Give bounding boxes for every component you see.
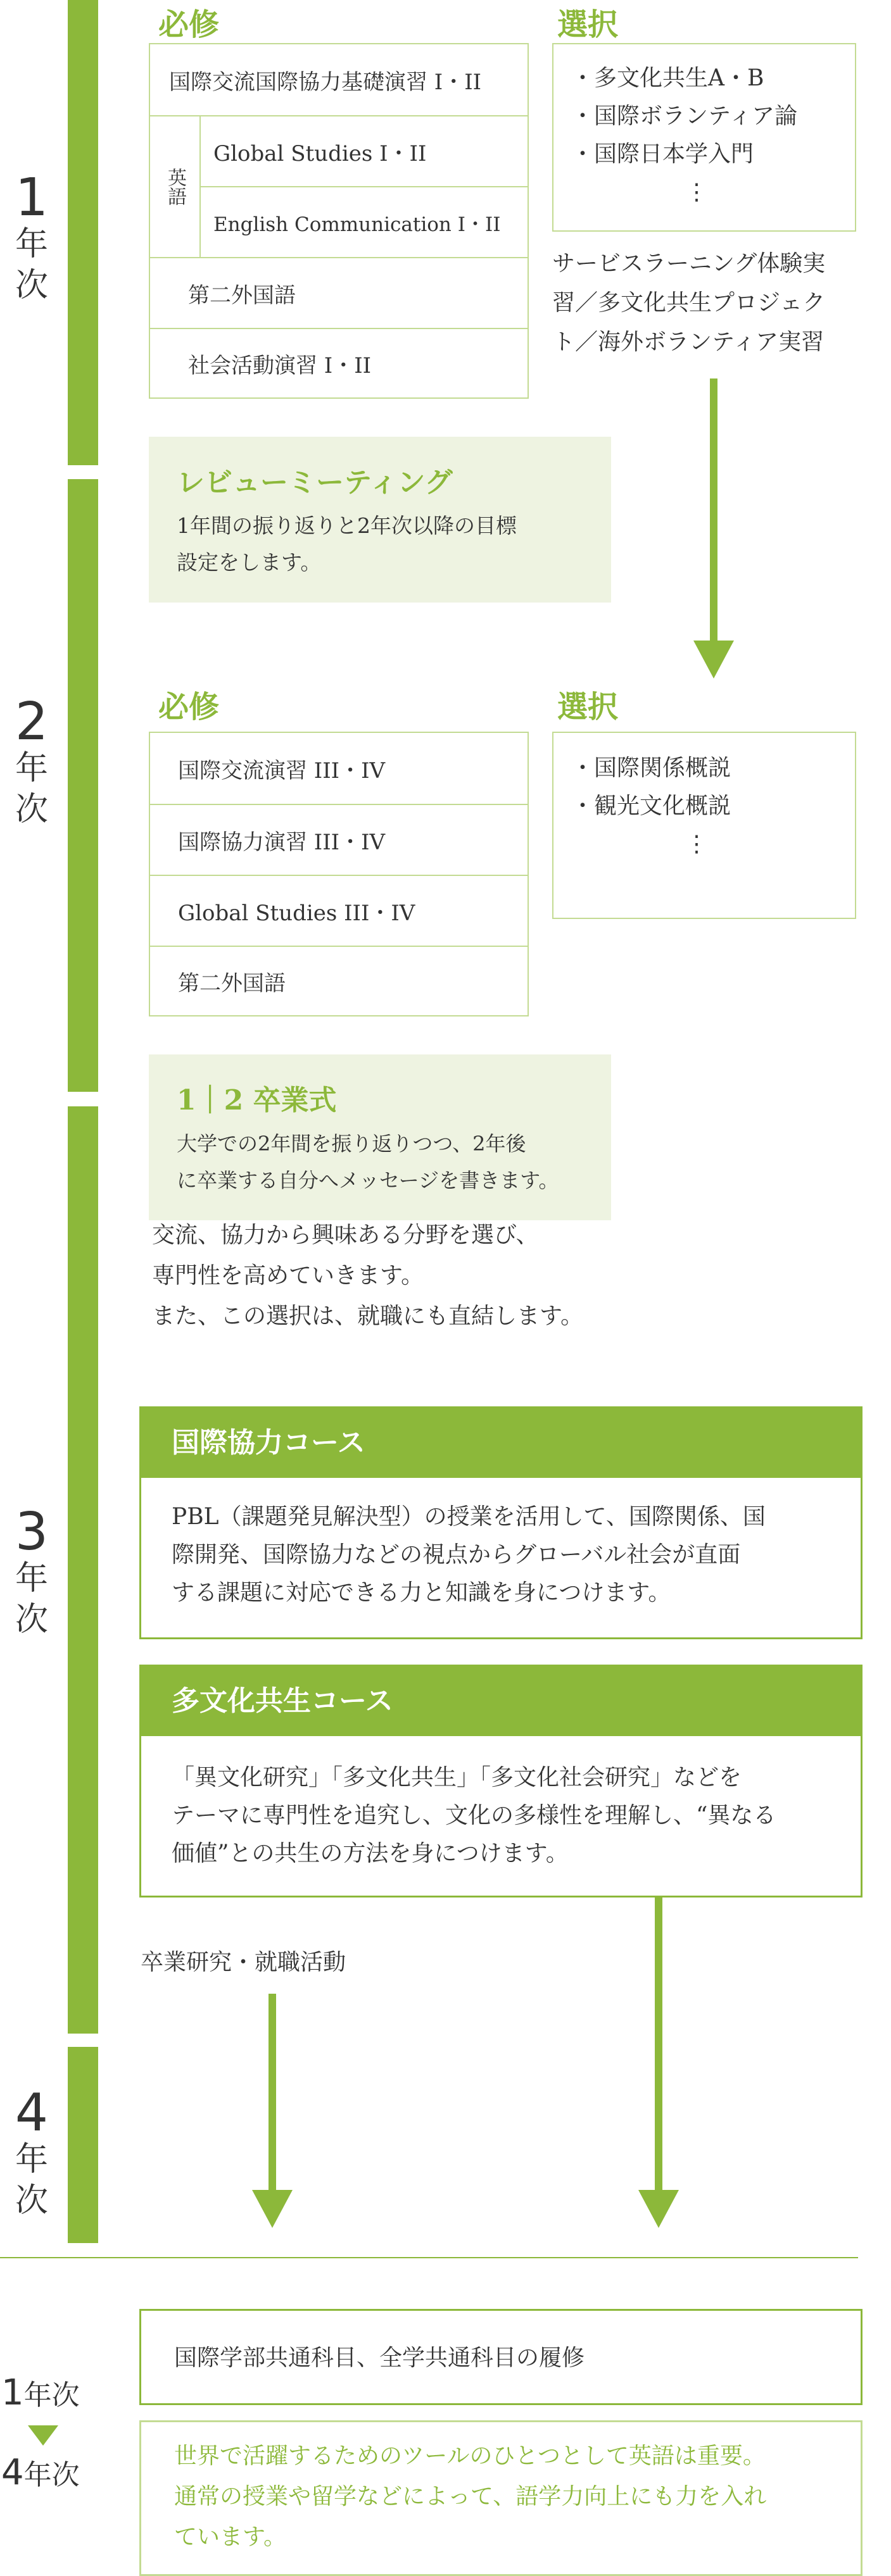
course-multicultural [139, 1665, 863, 1898]
course-body: PBL（課題発見解決型）の授業を活用して、国際関係、国 際開発、国際協力などの視点からグローバル社会が直面 する課題に対応できる力と知識を身につけます。 [172, 1504, 766, 1606]
required-row: 社会活動演習 I・II [188, 353, 372, 378]
divider [0, 2257, 858, 2258]
thesis-job-hunting: 卒業研究・就職活動 [141, 1949, 346, 1975]
arrow-down-icon [252, 2190, 293, 2228]
year1-required-title: 必修 [158, 7, 220, 42]
required-row: 第二外国語 [178, 970, 286, 996]
year4-bar [68, 2047, 98, 2243]
year1-bar [68, 0, 98, 465]
required-row: Global Studies I・II [213, 141, 427, 166]
elective-ellipsis: ⋮ [685, 831, 708, 857]
english-importance-box: 世界で活躍するためのツールのひとつとして英語は重要。 通常の授業や留学などによって、語学力向上にも力を入れ ています。 [139, 2420, 863, 2576]
year2-required-title: 必修 [158, 689, 220, 725]
year2-elective-title: 選択 [557, 689, 619, 725]
review-meeting-box [149, 437, 611, 603]
elective-item: ・国際関係概説 [571, 755, 731, 781]
elective-ellipsis: ⋮ [685, 179, 708, 205]
year3-intro: 交流、協力から興味ある分野を選び、 専門性を高めていきます。 また、この選択は、就職にも直結します。 [152, 1222, 584, 1329]
elective-item: ・国際ボランティア論 [571, 103, 798, 129]
english-label: 英語 [164, 168, 186, 206]
elective-item: ・観光文化概説 [571, 793, 731, 819]
review-title: レビューミーティング [177, 466, 453, 499]
required-row: 国際協力演習 III・IV [178, 829, 386, 855]
course-title: 多文化共生コース [141, 1666, 861, 1736]
all-years-label: 1年次 4年次 [1, 2372, 80, 2493]
year1-elective-box [552, 43, 856, 232]
course-intl-cooperation [139, 1406, 863, 1639]
year1-required-table [149, 43, 529, 399]
required-row: English Communication I・II [213, 213, 501, 236]
required-row: 第二外国語 [188, 282, 296, 308]
year2-required-table [149, 732, 529, 1016]
elective-item: ・国際日本学入門 [571, 141, 754, 167]
required-row: 国際交流国際協力基礎演習 I・II [169, 69, 482, 95]
year2-elective-box [552, 732, 856, 919]
course-title: 国際協力コース [141, 1408, 861, 1478]
review-body: 1年間の振り返りと2年次以降の目標 設定をします。 [177, 513, 517, 575]
course-body: 「異文化研究」「多文化共生」「多文化社会研究」などを テーマに専門性を追究し、文化の多様性を理解し、“異なる 価値”との共生の方法を身につけます。 [172, 1765, 776, 1866]
year2-bar [68, 479, 98, 1092]
arrow-down-icon [693, 641, 734, 678]
year3-label: 3 年 次 [15, 1502, 49, 1639]
year2-label: 2 年 次 [15, 692, 49, 828]
year1-label: 1 年 次 [15, 168, 49, 304]
arrow-down-icon [638, 2190, 679, 2228]
graduation-box [149, 1054, 611, 1220]
required-row: Global Studies III・IV [178, 900, 415, 926]
graduation-title: 1｜2 卒業式 [177, 1084, 337, 1116]
graduation-body: 大学での2年間を振り返りつつ、2年後 に卒業する自分へメッセージを書きます。 [177, 1132, 559, 1192]
elective-item: ・多文化共生A・B [571, 65, 764, 91]
arrow-line [269, 1994, 276, 2196]
triangle-down-icon [28, 2425, 58, 2446]
required-row: 国際交流演習 III・IV [178, 758, 386, 784]
year3-bar [68, 1106, 98, 2034]
year1-elective-title: 選択 [557, 7, 619, 42]
year4-label: 4 年 次 [15, 2083, 49, 2220]
arrow-line [655, 1898, 662, 2196]
arrow-line [710, 378, 717, 644]
common-subjects-box: 国際学部共通科目、全学共通科目の履修 [139, 2309, 863, 2405]
service-learning-note: サービスラーニング体験実 習／多文化共生プロジェク ト／海外ボランティア実習 [552, 251, 826, 355]
